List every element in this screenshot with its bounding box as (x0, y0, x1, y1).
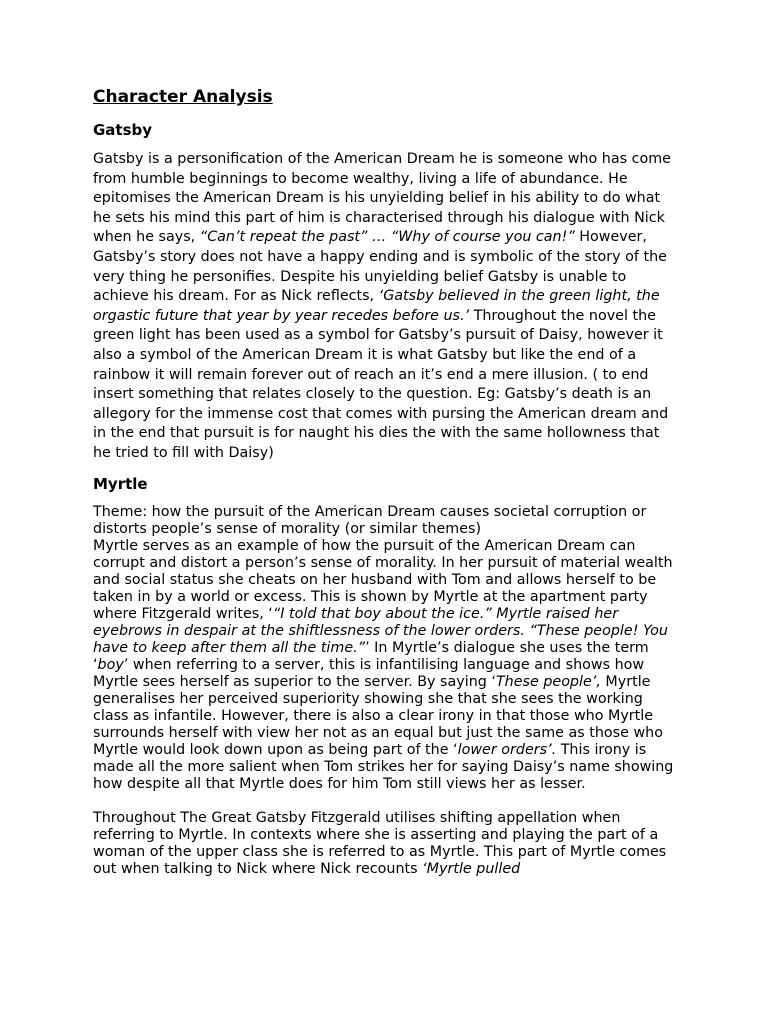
text-run: Throughout the novel the green light has been used as a symbol for Gatsby’s pursuit of Daisy, however it also a symbol of the American Dream it is what Gatsby but like the end of a rainbow it will remain forever out of reach an it’s end a mere illusion. ( to end insert something that relates closely to the question. Eg: Gatsby’s death is an allegory for the immense cost that comes with pursing the American dream and in the end that pursuit is for naught his dies the with the same hollowness that he tried to fill with Daisy) (93, 307, 669, 461)
gatsby-paragraph (93, 150, 678, 464)
italic-quote: “Can’t repeat the past” … “Why of course you can!” (199, 229, 575, 246)
myrtle-theme-line (93, 504, 678, 538)
italic-quote: “I told that boy about the ice.” Myrtle raised her eyebrows in despair at the shiftlessness of the lower orders. “These people! You have to keep after them all the time.” (93, 605, 668, 656)
text-run: Myrtle generalises her perceived superiority showing she that she sees the working class as infantile. However, there is also a clear irony in that those who Myrtle surrounds herself with view her not as an equal but just the same as those who Myrtle would look down upon as being part of the ‘ (93, 673, 663, 758)
document-page (93, 86, 678, 878)
section-heading-myrtle: Myrtle (93, 474, 148, 493)
italic-quote: boy (97, 656, 124, 673)
text-run: ’ when referring to a server, this is infantilising language and shows how Myrtle sees herself as superior to the server. By saying ‘ (93, 656, 645, 690)
text-run: Gatsby is a personification of the American Dream he is someone who has come from humble beginnings to become wealthy, living a life of abundance. He epitomises the American Dream is his unyielding belief in his ability to do what he sets his mind this part of him is characterised through his dialogue with Nick when he says, (93, 151, 671, 246)
myrtle-paragraph (93, 538, 678, 793)
italic-quote: ‘Gatsby believed in the green light, the orgastic future that year by year recedes before us.’ (93, 288, 660, 324)
text-run: Throughout The Great Gatsby Fitzgerald utilises shifting appellation when referring to Myrtle. In contexts where she is asserting and playing the part of a woman of the upper class she is referred to as Myrtle. This part of Myrtle comes out when talking to Nick where Nick recounts (93, 809, 667, 877)
text-run: ’ In Myrtle’s dialogue she uses the term ‘ (93, 639, 649, 673)
italic-quote: ‘Myrtle pulled (422, 860, 521, 877)
myrtle-appellation-paragraph (93, 810, 678, 878)
text-run: Theme: how the pursuit of the American Dream causes societal corruption or distorts people’s sense of morality (or similar themes) (93, 503, 647, 537)
document-title: Character Analysis (93, 87, 273, 107)
paragraph-gap (93, 793, 678, 810)
section-heading-gatsby: Gatsby (93, 121, 153, 139)
italic-quote: lower orders’. (457, 741, 557, 758)
text-run: Myrtle serves as an example of how the pursuit of the American Dream can corrupt and distort a person’s sense of morality. In her pursuit of material wealth and social status she cheats on her husband with Tom and allows herself to be taken in by a world or excess. This is shown by Myrtle at the apartment party where Fitzgerald writes, ‘ (93, 537, 673, 622)
italic-quote: These people’, (495, 673, 601, 690)
text-run: However, Gatsby’s story does not have a happy ending and is symbolic of the story of the very thing he personifies. Despite his unyielding belief Gatsby is unable to achieve his dream. For as Nick reflects, (93, 229, 667, 305)
text-run: This irony is made all the more salient when Tom strikes her for saying Daisy’s name showing how despite all that Myrtle does for him Tom still views her as lesser. (93, 741, 674, 792)
